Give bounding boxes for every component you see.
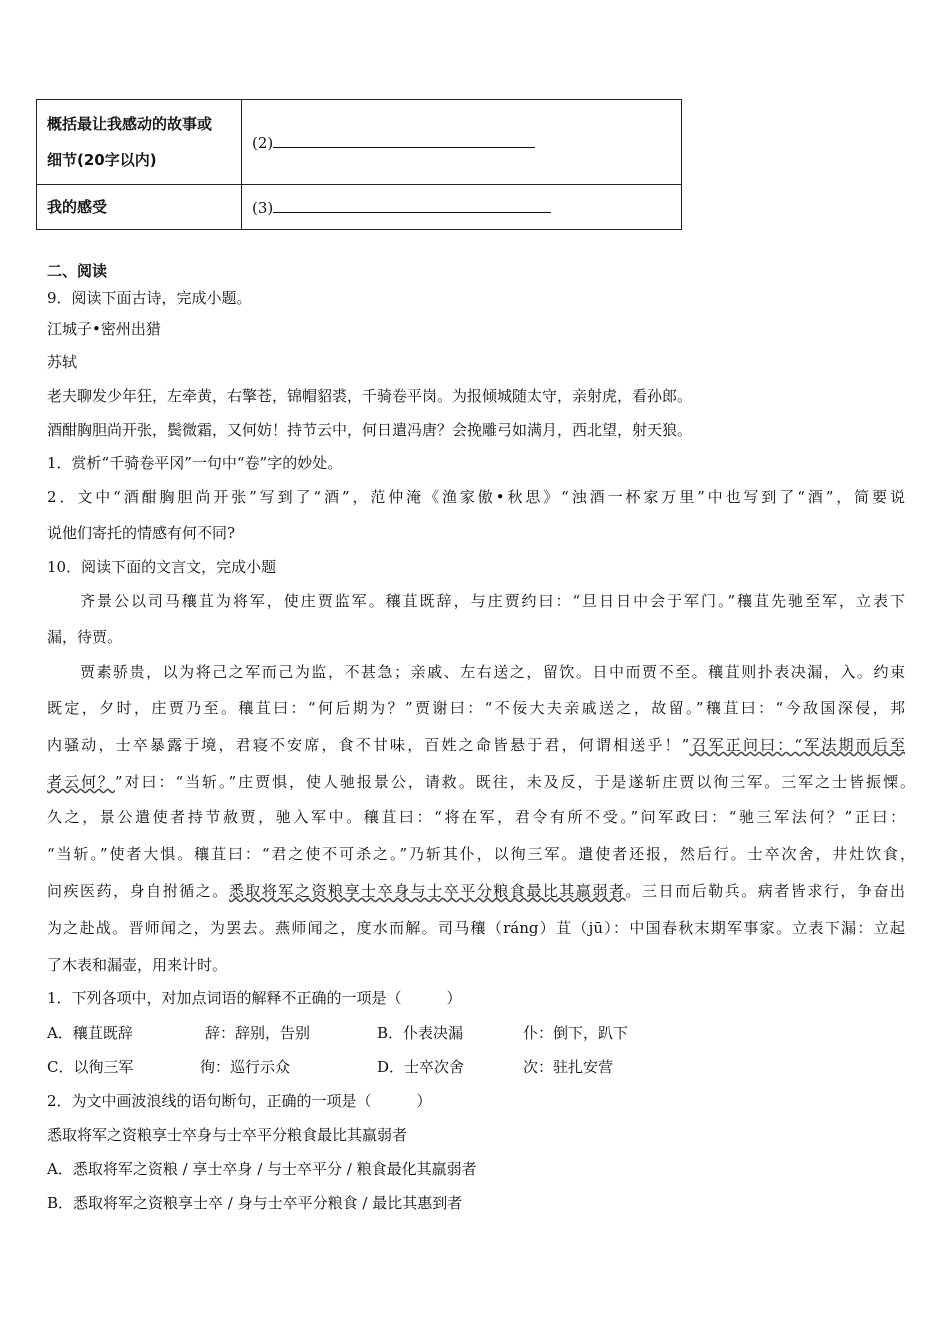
- answer-number: (3): [252, 198, 274, 217]
- question-9-sub-2: 2．文中“酒酣胸胆尚开张”写到了“酒”，范仲淹《渔家傲•秋思》“浊酒一杯家万里”中也写到了“酒”，简要说: [47, 488, 905, 506]
- option-b[interactable]: B．悉取将军之资粮享士卒 / 身与士卒平分粮食 / 最比其惠到者: [47, 1194, 463, 1212]
- option-d-meaning: 次：驻扎安营: [523, 1058, 614, 1076]
- question-10-sub-2: 2．为文中画波浪线的语句断句，正确的一项是（ ）: [47, 1092, 432, 1110]
- option-a[interactable]: A．悉取将军之资粮 / 享士卒身 / 与士卒平分 / 粮食最化其羸弱者: [47, 1160, 477, 1178]
- option-d[interactable]: D．士卒次舍: [377, 1058, 465, 1076]
- passage-text: 内骚动，士卒暴露于境，君寝不安席，食不甘味，百姓之命皆悬于君，何谓相送乎！”: [47, 736, 690, 754]
- passage-line: 既定，夕时，庄贾乃至。穰苴曰：“何后期为？”贾谢曰：“不佞大夫亲戚送之，故留。”穰苴曰：“今敌国深侵，邦: [47, 699, 905, 717]
- question-9-sub-2-cont: 说他们寄托的情感有何不同?: [47, 524, 236, 542]
- poem-line: 老夫聊发少年狂，左牵黄，右擎苍，锦帽貂裘，千骑卷平岗。为报倾城随太守，亲射虎，看孙郎。: [47, 387, 693, 405]
- table-answer-cell: [242, 185, 682, 230]
- passage-line: [47, 772, 915, 792]
- passage-line: [47, 881, 905, 901]
- passage-line: 了木表和漏壶，用来计时。: [47, 956, 228, 974]
- wavy-underline-text: 者云何？: [47, 773, 115, 791]
- passage-line: 为之赴战。晋师闻之，为罢去。燕师闻之，度水而解。司马穰（ráng）苴（jū）：中国春秋末期军事家。立表下漏：立起: [47, 919, 905, 937]
- question-9-intro: 9．阅读下面古诗，完成小题。: [47, 289, 252, 307]
- question-10-intro: 10．阅读下面的文言文，完成小题: [47, 558, 277, 576]
- answer-blank[interactable]: [273, 198, 551, 213]
- option-b[interactable]: B．仆表决漏: [377, 1024, 464, 1042]
- poem-author: 苏轼: [47, 353, 78, 371]
- passage-line: [47, 735, 905, 755]
- answer-number: (2): [252, 133, 274, 152]
- question-10-sub-1: 1．下列各项中，对加点词语的解释不正确的一项是（ ）: [47, 989, 462, 1007]
- passage-text: 。三日而后勒兵。病者皆求行，争奋出: [625, 882, 905, 900]
- passage-text: 问疾医药，身自拊循之。: [47, 882, 229, 900]
- poem-line: 酒酣胸胆尚开张，鬓微霜，又何妨！持节云中，何日遣冯唐？会挽雕弓如满月，西北望，射天狼。: [47, 421, 693, 439]
- option-c[interactable]: C．以徇三军: [47, 1058, 134, 1076]
- table-answer-cell: [242, 100, 682, 185]
- wavy-underline-text: 召军正问曰：“军法期而后至: [689, 736, 905, 754]
- passage-line: 齐景公以司马穰苴为将军，使庄贾监军。穰苴既辞，与庄贾约曰：“旦日日中会于军门。”穰苴先驰至军，立表下: [80, 592, 905, 610]
- wavy-underline-text: 悉取将军之资粮享士卒身与士卒平分粮食最比其羸弱者: [228, 882, 626, 900]
- passage-line: 漏，待贾。: [47, 628, 123, 646]
- feeling-table: [36, 99, 682, 230]
- table-label-feeling: 我的感受: [37, 185, 242, 230]
- table-row: [37, 100, 682, 185]
- answer-blank[interactable]: [273, 133, 535, 148]
- section-heading: 二、阅读: [47, 262, 108, 280]
- poem-title: 江城子•密州出猎: [47, 320, 161, 338]
- table-label-line: 概括最让我感动的故事或: [47, 115, 213, 133]
- table-label-story: [37, 100, 242, 185]
- table-row: [37, 185, 682, 230]
- option-b-meaning: 仆：倒下，趴下: [523, 1024, 629, 1042]
- option-a-meaning: 辞：辞别，告别: [205, 1024, 311, 1042]
- passage-line: 贾素骄贵，以为将己之军而己为监，不甚急；亲戚、左右送之，留饮。日中而贾不至。穰苴则扑表决漏，入。约束: [80, 663, 905, 681]
- question-9-sub-1: 1．赏析“千骑卷平冈”一句中“卷”字的妙处。: [47, 454, 343, 472]
- passage-line: 久之，景公遣使者持节赦贾，驰入军中。穰苴曰：“将在军，君令有所不受。”问军政曰：“驰三军法何？”正曰：: [47, 808, 905, 826]
- passage-line: “当斩。”使者大惧。穰苴曰：“君之使不可杀之。”乃斩其仆，以徇三军。遣使者还报，然后行。士卒次舍，井灶饮食，: [47, 845, 915, 863]
- question-10-sentence: 悉取将军之资粮享士卒身与士卒平分粮食最比其羸弱者: [47, 1126, 408, 1144]
- option-c-meaning: 徇：巡行示众: [200, 1058, 291, 1076]
- passage-text: ”对曰：“当斩。”庄贾惧，使人驰报景公，请救。既往，未及反，于是遂斩庄贾以徇三军。三军之士皆振慄。: [114, 773, 915, 791]
- table-label-line: 细节(20字以内): [47, 151, 157, 169]
- option-a[interactable]: A．穰苴既辞: [47, 1024, 133, 1042]
